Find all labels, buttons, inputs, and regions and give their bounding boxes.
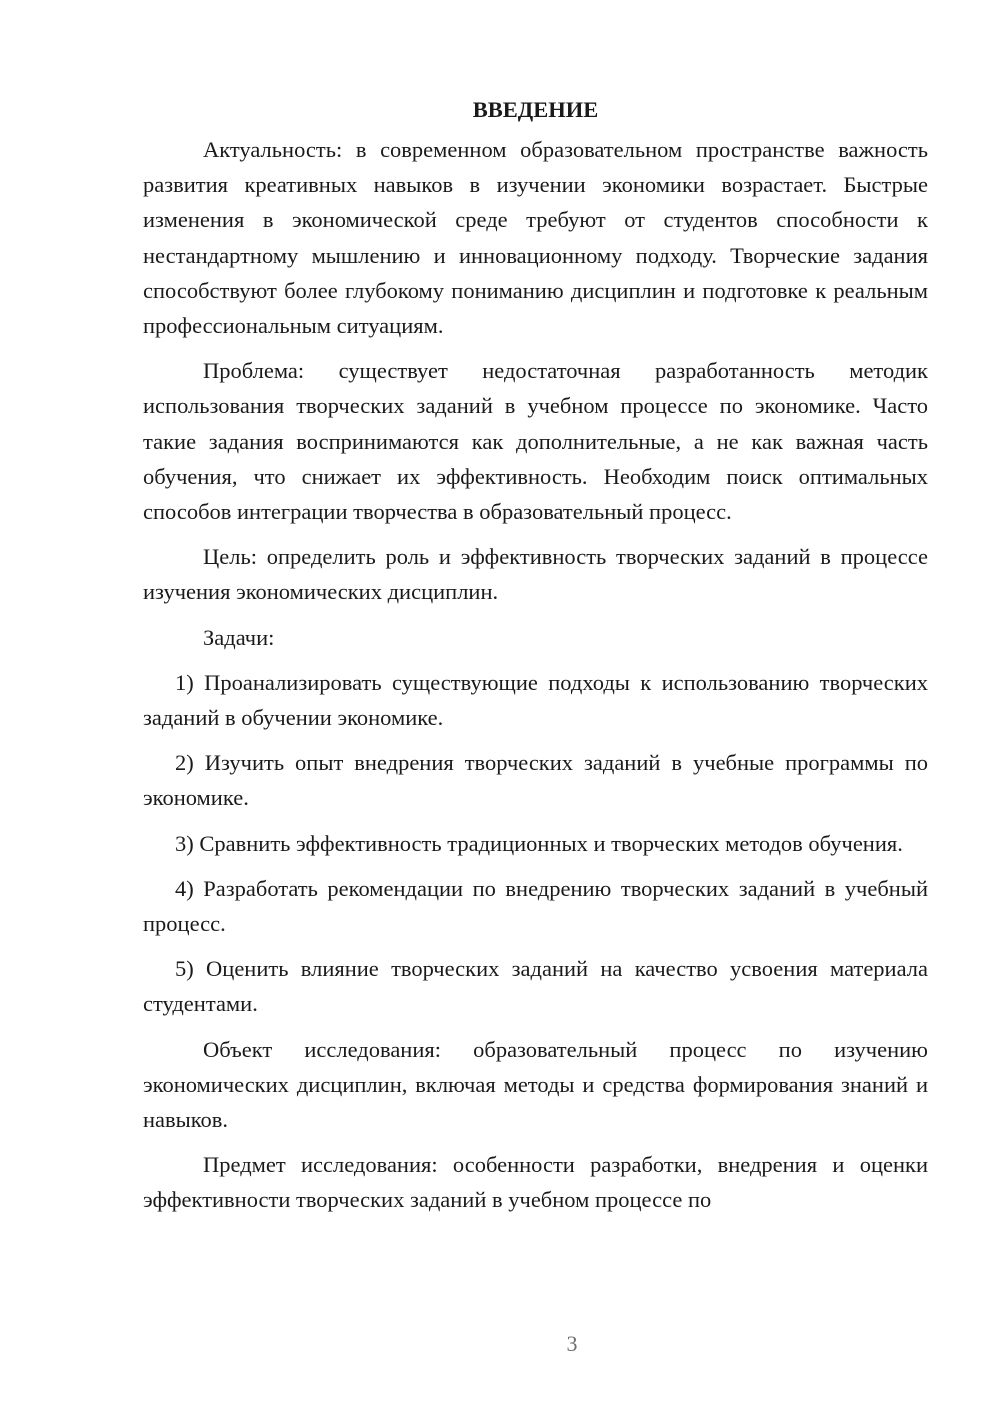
problem-paragraph: Проблема: существует недостаточная разработанность методик использования творческих заданий в учебном процессе по экономике. Часто такие задания воспринимаются как дополнительные, а не как важная часть обучения, что снижает их эффективность. Необходим поиск оптимальных способов интеграции творчества в образовательный процесс. xyxy=(143,358,928,525)
task-item: 3) Сравнить эффективность традиционных и творческих методов обучения. xyxy=(175,830,903,856)
task-item: 4) Разработать рекомендации по внедрению творческих заданий в учебный процесс. xyxy=(143,875,928,937)
task-item: 2) Изучить опыт внедрения творческих заданий в учебные программы по экономике. xyxy=(143,750,928,811)
subject-paragraph: Предмет исследования: особенности разработки, внедрения и оценки эффективности творческих заданий в учебном процессе по xyxy=(143,1152,928,1213)
relevance-paragraph: Актуальность: в современном образовательном пространстве важность развития креативных навыков в изучении экономики возрастает. Быстрые изменения в экономической среде требуют от студентов способности к нестандартному мышлению и инновационному подходу. Творческие задания способствуют более глубокому пониманию дисциплин и подготовке к реальным профессиональным ситуациям. xyxy=(143,137,928,339)
page-number: 3 xyxy=(566,1331,578,1356)
tasks-heading: Задачи: xyxy=(203,624,275,650)
page-content xyxy=(143,92,928,1218)
object-paragraph: Объект исследования: образовательный процесс по изучению экономических дисциплин, включая методы и средства формирования знаний и навыков. xyxy=(143,1036,928,1133)
task-item: 1) Проанализировать существующие подходы к использованию творческих заданий в обучении экономике. xyxy=(143,669,928,731)
page-title: ВВЕДЕНИЕ xyxy=(472,97,599,122)
goal-paragraph: Цель: определить роль и эффективность творческих заданий в процессе изучения экономических дисциплин. xyxy=(143,544,928,605)
task-item: 5) Оценить влияние творческих заданий на качество усвоения материала студентами. xyxy=(143,956,928,1017)
tasks-list xyxy=(143,665,928,1022)
